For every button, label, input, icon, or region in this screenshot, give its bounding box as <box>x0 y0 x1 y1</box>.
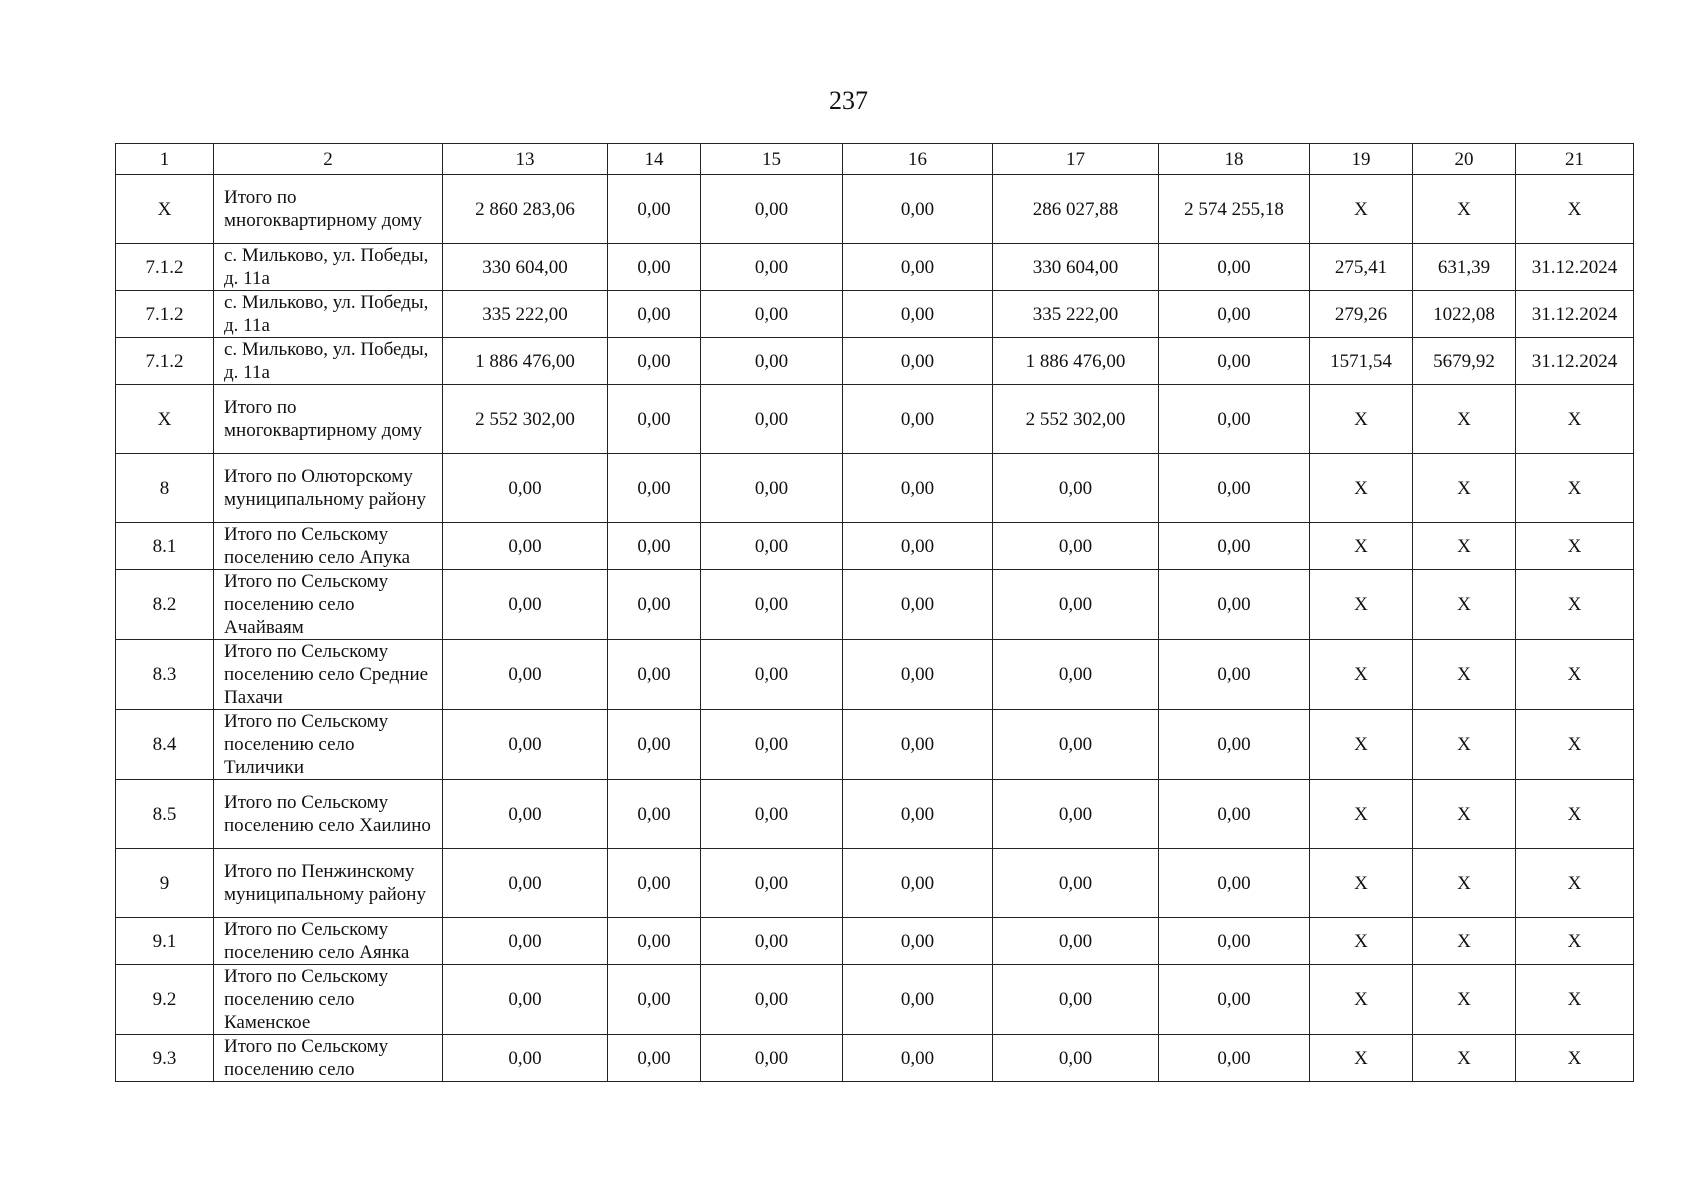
table-row <box>116 175 1634 244</box>
header-cell: 21 <box>1516 144 1634 175</box>
cell-21: 31.12.2024 <box>1516 338 1634 385</box>
cell-18: 0,00 <box>1159 640 1310 710</box>
row-number: 7.1.2 <box>116 244 214 291</box>
cell-17: 1 886 476,00 <box>993 338 1159 385</box>
table-row <box>116 454 1634 523</box>
cell-16: 0,00 <box>843 780 993 849</box>
cell-15: 0,00 <box>701 570 843 640</box>
cell-14: 0,00 <box>608 385 701 454</box>
cell-13: 0,00 <box>443 1035 608 1082</box>
cell-19: X <box>1310 640 1413 710</box>
cell-13: 0,00 <box>443 965 608 1035</box>
cell-14: 0,00 <box>608 918 701 965</box>
cell-19: 1571,54 <box>1310 338 1413 385</box>
cell-17: 0,00 <box>993 1035 1159 1082</box>
cell-14: 0,00 <box>608 570 701 640</box>
cell-19: X <box>1310 454 1413 523</box>
table-row <box>116 965 1634 1035</box>
row-name: Итого по Сельскому поселению село Ачайваям <box>214 570 443 640</box>
row-number: 8.1 <box>116 523 214 570</box>
table-row <box>116 523 1634 570</box>
cell-16: 0,00 <box>843 175 993 244</box>
cell-13: 0,00 <box>443 570 608 640</box>
cell-16: 0,00 <box>843 244 993 291</box>
cell-19: X <box>1310 523 1413 570</box>
row-number: 8.4 <box>116 710 214 780</box>
cell-15: 0,00 <box>701 849 843 918</box>
cell-15: 0,00 <box>701 640 843 710</box>
cell-20: 631,39 <box>1413 244 1516 291</box>
header-cell: 18 <box>1159 144 1310 175</box>
cell-14: 0,00 <box>608 780 701 849</box>
header-cell: 20 <box>1413 144 1516 175</box>
data-table <box>115 143 1634 1082</box>
table-row <box>116 918 1634 965</box>
cell-13: 2 552 302,00 <box>443 385 608 454</box>
header-cell: 14 <box>608 144 701 175</box>
cell-14: 0,00 <box>608 849 701 918</box>
cell-13: 0,00 <box>443 523 608 570</box>
cell-17: 2 552 302,00 <box>993 385 1159 454</box>
cell-21: X <box>1516 1035 1634 1082</box>
row-name: с. Мильково, ул. Победы, д. 11а <box>214 244 443 291</box>
header-cell: 1 <box>116 144 214 175</box>
header-cell: 17 <box>993 144 1159 175</box>
cell-15: 0,00 <box>701 385 843 454</box>
cell-17: 0,00 <box>993 454 1159 523</box>
cell-21: X <box>1516 640 1634 710</box>
row-name: Итого по многоквартирному дому <box>214 385 443 454</box>
header-cell: 13 <box>443 144 608 175</box>
cell-13: 1 886 476,00 <box>443 338 608 385</box>
cell-16: 0,00 <box>843 523 993 570</box>
cell-15: 0,00 <box>701 454 843 523</box>
cell-17: 335 222,00 <box>993 291 1159 338</box>
cell-19: X <box>1310 1035 1413 1082</box>
row-name: Итого по Сельскому поселению село Аянка <box>214 918 443 965</box>
cell-18: 0,00 <box>1159 523 1310 570</box>
cell-13: 0,00 <box>443 454 608 523</box>
cell-18: 0,00 <box>1159 454 1310 523</box>
cell-16: 0,00 <box>843 570 993 640</box>
table-row <box>116 780 1634 849</box>
cell-18: 0,00 <box>1159 385 1310 454</box>
row-name: Итого по Сельскому поселению село Хаилино <box>214 780 443 849</box>
cell-21: X <box>1516 849 1634 918</box>
cell-20: X <box>1413 918 1516 965</box>
cell-15: 0,00 <box>701 338 843 385</box>
cell-13: 0,00 <box>443 780 608 849</box>
page-number: 237 <box>829 86 868 115</box>
cell-20: X <box>1413 780 1516 849</box>
cell-17: 0,00 <box>993 780 1159 849</box>
row-number: 9.2 <box>116 965 214 1035</box>
row-number: 8.5 <box>116 780 214 849</box>
cell-19: X <box>1310 780 1413 849</box>
table-row <box>116 640 1634 710</box>
cell-15: 0,00 <box>701 780 843 849</box>
cell-20: X <box>1413 1035 1516 1082</box>
cell-20: X <box>1413 570 1516 640</box>
cell-15: 0,00 <box>701 244 843 291</box>
cell-18: 2 574 255,18 <box>1159 175 1310 244</box>
cell-13: 0,00 <box>443 710 608 780</box>
cell-17: 0,00 <box>993 849 1159 918</box>
cell-15: 0,00 <box>701 965 843 1035</box>
cell-18: 0,00 <box>1159 291 1310 338</box>
cell-20: 1022,08 <box>1413 291 1516 338</box>
row-number: 7.1.2 <box>116 338 214 385</box>
cell-16: 0,00 <box>843 1035 993 1082</box>
cell-14: 0,00 <box>608 454 701 523</box>
cell-15: 0,00 <box>701 175 843 244</box>
cell-16: 0,00 <box>843 710 993 780</box>
cell-20: X <box>1413 965 1516 1035</box>
cell-13: 335 222,00 <box>443 291 608 338</box>
cell-13: 0,00 <box>443 918 608 965</box>
cell-21: X <box>1516 175 1634 244</box>
cell-14: 0,00 <box>608 244 701 291</box>
cell-13: 0,00 <box>443 640 608 710</box>
cell-18: 0,00 <box>1159 244 1310 291</box>
cell-15: 0,00 <box>701 710 843 780</box>
header-cell: 2 <box>214 144 443 175</box>
header-cell: 15 <box>701 144 843 175</box>
cell-21: X <box>1516 523 1634 570</box>
table-row <box>116 1035 1634 1082</box>
row-number: 9 <box>116 849 214 918</box>
cell-18: 0,00 <box>1159 849 1310 918</box>
cell-19: X <box>1310 965 1413 1035</box>
cell-21: X <box>1516 710 1634 780</box>
cell-19: X <box>1310 849 1413 918</box>
cell-15: 0,00 <box>701 1035 843 1082</box>
table-row <box>116 385 1634 454</box>
cell-17: 286 027,88 <box>993 175 1159 244</box>
row-number: 8.2 <box>116 570 214 640</box>
cell-19: X <box>1310 175 1413 244</box>
cell-16: 0,00 <box>843 918 993 965</box>
cell-21: 31.12.2024 <box>1516 244 1634 291</box>
cell-19: X <box>1310 570 1413 640</box>
cell-17: 0,00 <box>993 570 1159 640</box>
cell-18: 0,00 <box>1159 710 1310 780</box>
cell-19: 275,41 <box>1310 244 1413 291</box>
cell-20: X <box>1413 640 1516 710</box>
cell-17: 0,00 <box>993 640 1159 710</box>
cell-17: 0,00 <box>993 710 1159 780</box>
cell-21: X <box>1516 570 1634 640</box>
table-row <box>116 291 1634 338</box>
header-cell: 16 <box>843 144 993 175</box>
row-name: Итого по Сельскому поселению село Тиличики <box>214 710 443 780</box>
cell-18: 0,00 <box>1159 780 1310 849</box>
cell-20: X <box>1413 710 1516 780</box>
cell-18: 0,00 <box>1159 570 1310 640</box>
cell-15: 0,00 <box>701 291 843 338</box>
cell-21: X <box>1516 454 1634 523</box>
cell-13: 0,00 <box>443 849 608 918</box>
row-name: с. Мильково, ул. Победы, д. 11а <box>214 338 443 385</box>
table-row <box>116 849 1634 918</box>
cell-19: X <box>1310 918 1413 965</box>
row-name: с. Мильково, ул. Победы, д. 11а <box>214 291 443 338</box>
cell-16: 0,00 <box>843 454 993 523</box>
cell-20: X <box>1413 454 1516 523</box>
cell-21: X <box>1516 918 1634 965</box>
cell-16: 0,00 <box>843 849 993 918</box>
cell-18: 0,00 <box>1159 338 1310 385</box>
cell-14: 0,00 <box>608 710 701 780</box>
table-row <box>116 710 1634 780</box>
row-number: 9.3 <box>116 1035 214 1082</box>
cell-16: 0,00 <box>843 965 993 1035</box>
cell-19: X <box>1310 710 1413 780</box>
cell-20: 5679,92 <box>1413 338 1516 385</box>
cell-21: X <box>1516 780 1634 849</box>
cell-13: 330 604,00 <box>443 244 608 291</box>
cell-17: 0,00 <box>993 965 1159 1035</box>
cell-18: 0,00 <box>1159 918 1310 965</box>
row-name: Итого по Олюторскому муниципальному району <box>214 454 443 523</box>
cell-18: 0,00 <box>1159 1035 1310 1082</box>
row-name: Итого по Пенжинскому муниципальному району <box>214 849 443 918</box>
cell-16: 0,00 <box>843 385 993 454</box>
cell-19: X <box>1310 385 1413 454</box>
table-row <box>116 244 1634 291</box>
cell-14: 0,00 <box>608 640 701 710</box>
cell-15: 0,00 <box>701 523 843 570</box>
cell-17: 0,00 <box>993 918 1159 965</box>
header-cell: 19 <box>1310 144 1413 175</box>
cell-16: 0,00 <box>843 338 993 385</box>
header-row <box>116 144 1634 175</box>
cell-19: 279,26 <box>1310 291 1413 338</box>
row-name: Итого по Сельскому поселению село Апука <box>214 523 443 570</box>
cell-16: 0,00 <box>843 640 993 710</box>
cell-21: X <box>1516 385 1634 454</box>
row-number: X <box>116 385 214 454</box>
cell-14: 0,00 <box>608 338 701 385</box>
cell-18: 0,00 <box>1159 965 1310 1035</box>
table-row <box>116 338 1634 385</box>
row-name: Итого по Сельскому поселению село Средние Пахачи <box>214 640 443 710</box>
cell-17: 330 604,00 <box>993 244 1159 291</box>
cell-20: X <box>1413 175 1516 244</box>
row-name: Итого по Сельскому поселению село <box>214 1035 443 1082</box>
cell-14: 0,00 <box>608 1035 701 1082</box>
row-number: 8 <box>116 454 214 523</box>
cell-13: 2 860 283,06 <box>443 175 608 244</box>
row-number: 7.1.2 <box>116 291 214 338</box>
cell-17: 0,00 <box>993 523 1159 570</box>
row-number: X <box>116 175 214 244</box>
row-number: 9.1 <box>116 918 214 965</box>
cell-14: 0,00 <box>608 965 701 1035</box>
cell-16: 0,00 <box>843 291 993 338</box>
cell-20: X <box>1413 385 1516 454</box>
table-row <box>116 570 1634 640</box>
row-name: Итого по Сельскому поселению село Каменское <box>214 965 443 1035</box>
cell-14: 0,00 <box>608 291 701 338</box>
cell-21: X <box>1516 965 1634 1035</box>
cell-14: 0,00 <box>608 523 701 570</box>
cell-21: 31.12.2024 <box>1516 291 1634 338</box>
cell-20: X <box>1413 523 1516 570</box>
row-name: Итого по многоквартирному дому <box>214 175 443 244</box>
cell-14: 0,00 <box>608 175 701 244</box>
row-number: 8.3 <box>116 640 214 710</box>
cell-15: 0,00 <box>701 918 843 965</box>
cell-20: X <box>1413 849 1516 918</box>
